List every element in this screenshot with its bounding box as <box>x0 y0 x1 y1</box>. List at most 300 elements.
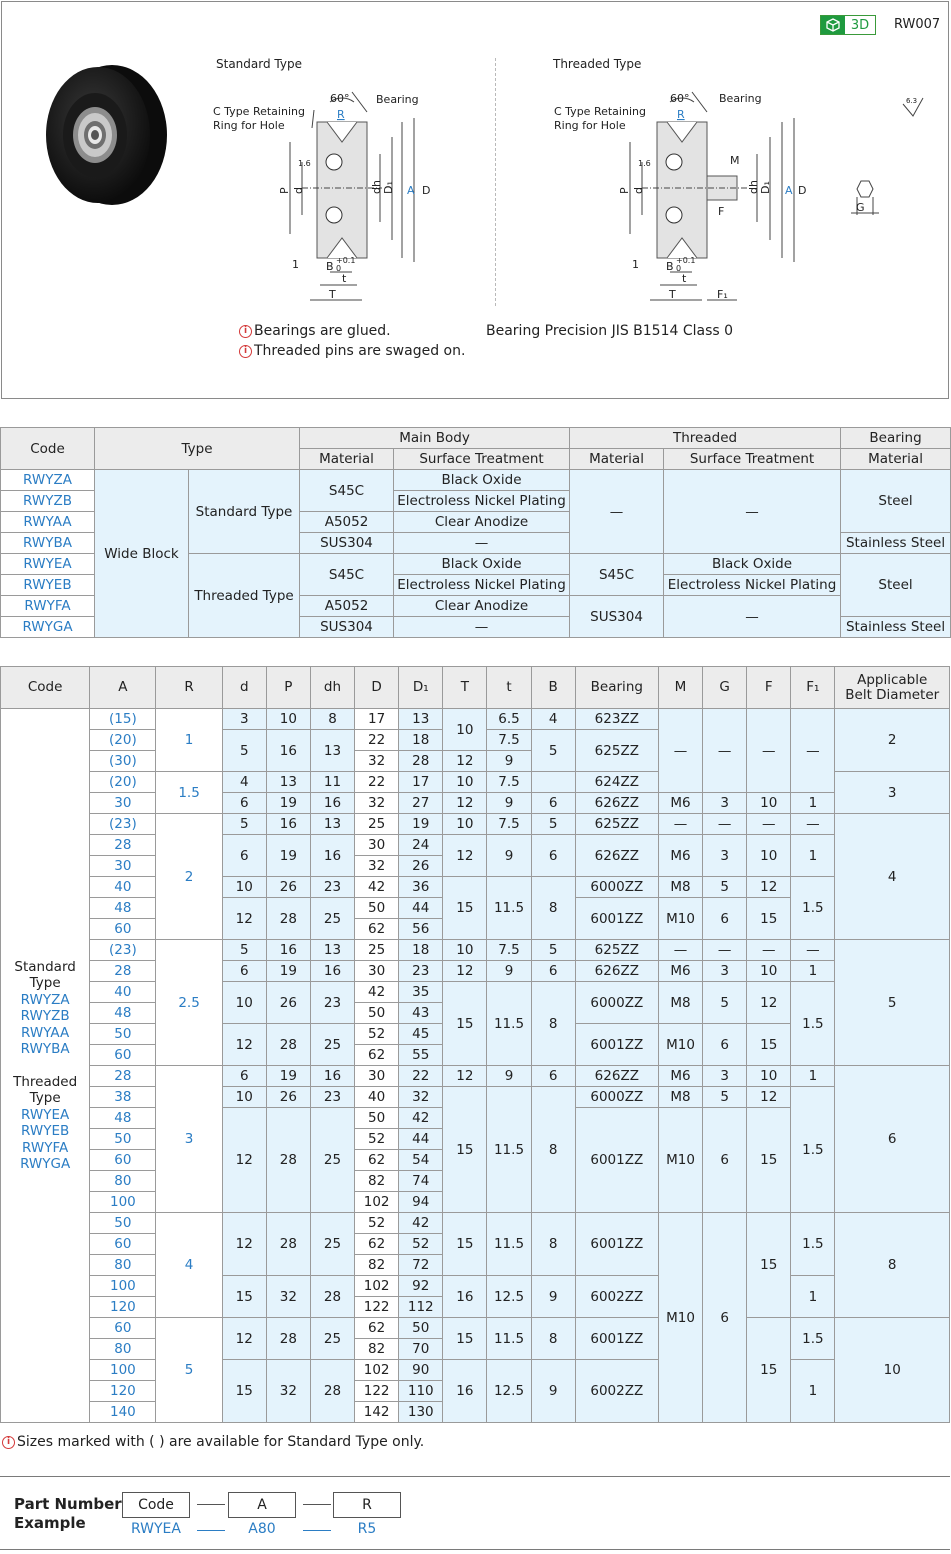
note-swaged: i Threaded pins are swaged on. <box>239 343 465 359</box>
F1-cell: 1.5 <box>791 877 835 940</box>
F-cell: 10 <box>747 793 791 814</box>
A-cell[interactable]: (15) <box>90 709 156 730</box>
T-cell: 10 <box>443 772 487 793</box>
R-cell[interactable]: 3 <box>156 1066 222 1213</box>
D1-cell: 130 <box>399 1402 443 1423</box>
P-cell: 19 <box>266 1066 310 1087</box>
material-cell: S45C <box>570 554 664 596</box>
F1-cell: — <box>791 709 835 793</box>
t-cell: 9 <box>487 961 531 982</box>
pn-example-A[interactable]: A80 <box>248 1521 276 1537</box>
M-cell: M10 <box>658 1213 702 1423</box>
dh-cell: 25 <box>310 1024 354 1066</box>
bearing-cell: 6002ZZ <box>575 1360 658 1423</box>
dh-cell: 23 <box>310 982 354 1024</box>
col-bearing: Bearing <box>575 667 658 709</box>
A-cell[interactable]: 100 <box>90 1276 156 1297</box>
t-cell: 11.5 <box>487 877 531 940</box>
M-cell: M10 <box>658 1024 702 1066</box>
code-link[interactable]: RWYBA <box>20 1041 70 1057</box>
hex-G-label: G <box>856 201 865 214</box>
A-cell[interactable]: 120 <box>90 1297 156 1318</box>
D1-cell: 45 <box>399 1024 443 1045</box>
A-cell[interactable]: 80 <box>90 1255 156 1276</box>
F-cell: 15 <box>747 1213 791 1318</box>
material-cell: S45C <box>300 554 394 596</box>
d-cell: 5 <box>222 730 266 772</box>
D1-cell: 18 <box>399 940 443 961</box>
F1-cell: — <box>791 814 835 835</box>
code-link[interactable]: RWYZA <box>20 991 70 1008</box>
table-row <box>1 1318 950 1339</box>
table-row <box>1 1066 950 1087</box>
thr-M: M <box>730 154 740 167</box>
pn-code-field: Code <box>122 1492 190 1518</box>
thr-d: d <box>632 187 645 194</box>
F1-cell: 1.5 <box>791 1213 835 1276</box>
d-cell: 15 <box>222 1360 266 1423</box>
T-cell: 12 <box>443 961 487 982</box>
table-row <box>1 709 950 730</box>
D1-cell: 32 <box>399 1087 443 1108</box>
belt-cell: 4 <box>835 814 950 940</box>
dh-cell: 13 <box>310 730 354 772</box>
F1-cell: — <box>791 940 835 961</box>
table-row <box>1 1087 950 1108</box>
R-cell[interactable]: 1.5 <box>156 772 222 814</box>
code-link[interactable]: RWYEA <box>21 1106 70 1123</box>
t-cell: 9 <box>487 751 531 772</box>
d-cell: 12 <box>222 1318 266 1360</box>
D-cell: 82 <box>355 1339 399 1360</box>
G-cell: 5 <box>703 877 747 898</box>
pn-example-code[interactable]: RWYEA <box>131 1521 181 1537</box>
dh-cell: 28 <box>310 1276 354 1318</box>
t-cell: 6.5 <box>487 709 531 730</box>
surface-cell: — <box>664 596 841 638</box>
table-row <box>1 961 950 982</box>
belt-cell: 8 <box>835 1213 950 1318</box>
D-cell: 32 <box>355 793 399 814</box>
surface-roughness-icon <box>900 94 926 118</box>
D1-cell: 36 <box>399 877 443 898</box>
t-cell: 9 <box>487 835 531 877</box>
code-link[interactable]: RWYGA <box>20 1156 71 1172</box>
std-ring-label-1: C Type Retaining <box>213 105 305 118</box>
A-cell[interactable]: 48 <box>90 1108 156 1129</box>
t-cell: 9 <box>487 1066 531 1087</box>
col-D: D <box>355 667 399 709</box>
d-cell: 4 <box>222 772 266 793</box>
A-cell[interactable]: 30 <box>90 793 156 814</box>
R-cell[interactable]: 4 <box>156 1213 222 1318</box>
d-cell: 10 <box>222 1087 266 1108</box>
roughness-value: 6.3 <box>906 97 918 105</box>
T-cell: 12 <box>443 1066 487 1087</box>
F-cell: 10 <box>747 961 791 982</box>
R-cell[interactable]: 2 <box>156 814 222 940</box>
A-cell[interactable]: 120 <box>90 1381 156 1402</box>
thr-B: B <box>666 260 674 273</box>
A-cell[interactable]: 60 <box>90 1150 156 1171</box>
P-cell: 19 <box>266 835 310 877</box>
code-link[interactable]: RWYZB <box>20 1008 70 1024</box>
t-cell: 12.5 <box>487 1276 531 1318</box>
F-cell: 15 <box>747 1108 791 1213</box>
col-surface: Surface Treatment <box>394 449 570 470</box>
dh-cell: 16 <box>310 1066 354 1087</box>
R-cell[interactable]: 5 <box>156 1318 222 1423</box>
A-cell[interactable]: 40 <box>90 877 156 898</box>
std-B: B <box>326 260 334 273</box>
A-cell[interactable]: 28 <box>90 835 156 856</box>
t-cell: 11.5 <box>487 1087 531 1213</box>
col-P: P <box>266 667 310 709</box>
material-cell: SUS304 <box>300 533 394 554</box>
A-cell[interactable]: 48 <box>90 898 156 919</box>
D1-cell: 22 <box>399 1066 443 1087</box>
P-cell: 16 <box>266 814 310 835</box>
info-icon: i <box>239 325 252 338</box>
col-material: Material <box>570 449 664 470</box>
thr-T: T <box>669 288 676 301</box>
M-cell: M6 <box>658 1066 702 1087</box>
A-cell[interactable]: 80 <box>90 1339 156 1360</box>
pulley-product-image <box>40 60 170 210</box>
A-cell[interactable]: 60 <box>90 1045 156 1066</box>
surface-cell: — <box>664 470 841 554</box>
cube-icon <box>821 16 845 34</box>
B-cell: 8 <box>531 877 575 940</box>
P-cell: 26 <box>266 982 310 1024</box>
wide-block-cell: Wide Block <box>95 470 189 638</box>
A-cell[interactable]: 50 <box>90 1129 156 1150</box>
D1-cell: 92 <box>399 1276 443 1297</box>
col-d: d <box>222 667 266 709</box>
G-cell: — <box>703 709 747 793</box>
code-link[interactable]: RWYEA <box>1 554 95 575</box>
d-cell: 6 <box>222 835 266 877</box>
G-cell: 3 <box>703 961 747 982</box>
G-cell: 3 <box>703 835 747 877</box>
col-code: Code <box>1 428 95 470</box>
P-cell: 26 <box>266 1087 310 1108</box>
threaded-type-cell: Threaded Type <box>189 554 300 638</box>
d-cell: 12 <box>222 898 266 940</box>
material-table <box>0 427 951 638</box>
D-cell: 25 <box>355 940 399 961</box>
D-cell: 25 <box>355 814 399 835</box>
col-F1: F₁ <box>791 667 835 709</box>
P-cell: 16 <box>266 730 310 772</box>
P-cell: 13 <box>266 772 310 793</box>
D-cell: 22 <box>355 772 399 793</box>
bearing-material-cell: Stainless Steel <box>841 617 951 638</box>
dh-cell: 13 <box>310 940 354 961</box>
D-cell: 50 <box>355 1003 399 1024</box>
material-cell: — <box>570 470 664 554</box>
t-cell: 11.5 <box>487 1213 531 1276</box>
D-cell: 32 <box>355 751 399 772</box>
A-cell[interactable]: 100 <box>90 1192 156 1213</box>
T-cell: 16 <box>443 1360 487 1423</box>
code-link[interactable]: RWYAA <box>21 1024 70 1041</box>
code-link[interactable]: RWYZA <box>1 470 95 491</box>
F1-cell: 1 <box>791 835 835 877</box>
code-link[interactable]: RWYGA <box>1 617 95 638</box>
A-cell[interactable]: 60 <box>90 919 156 940</box>
std-tol-up: +0.1 <box>336 256 356 265</box>
t-cell: 11.5 <box>487 982 531 1066</box>
A-cell[interactable]: (20) <box>90 730 156 751</box>
G-cell: 6 <box>703 1108 747 1213</box>
t-cell: 12.5 <box>487 1360 531 1423</box>
t-cell: 11.5 <box>487 1318 531 1360</box>
thr-bearing-label: Bearing <box>719 92 762 105</box>
surface-cell: Black Oxide <box>664 554 841 575</box>
pn-example-separator <box>197 1530 225 1531</box>
M-cell: M6 <box>658 793 702 814</box>
note-glued: i Bearings are glued. <box>239 323 391 339</box>
table-row <box>1 814 950 835</box>
B-cell: 5 <box>531 814 575 835</box>
D-cell: 32 <box>355 856 399 877</box>
hex-socket-icon <box>847 177 887 222</box>
bearing-cell: 625ZZ <box>575 940 658 961</box>
A-cell[interactable]: 40 <box>90 982 156 1003</box>
pn-R-field: R <box>333 1492 401 1518</box>
F1-cell: 1 <box>791 1360 835 1423</box>
D-cell: 52 <box>355 1024 399 1045</box>
code-link[interactable]: RWYFA <box>22 1139 69 1156</box>
t-cell: 7.5 <box>487 772 531 793</box>
A-cell[interactable]: 140 <box>90 1402 156 1423</box>
D1-cell: 56 <box>399 919 443 940</box>
dh-cell: 25 <box>310 1318 354 1360</box>
col-F: F <box>747 667 791 709</box>
bearing-material-cell: Steel <box>841 470 951 533</box>
R-cell[interactable]: 2.5 <box>156 940 222 1066</box>
A-cell[interactable]: (30) <box>90 751 156 772</box>
threaded-type-drawing <box>542 82 807 307</box>
D1-cell: 35 <box>399 982 443 1003</box>
d-cell: 3 <box>222 709 266 730</box>
A-cell[interactable]: 30 <box>90 856 156 877</box>
D1-cell: 110 <box>399 1381 443 1402</box>
M-cell: — <box>658 814 702 835</box>
A-cell[interactable]: (23) <box>90 814 156 835</box>
thr-one: 1 <box>632 258 639 271</box>
B-cell: 9 <box>531 1276 575 1318</box>
t-cell: 9 <box>487 793 531 814</box>
thr-dh: dh <box>747 180 760 194</box>
belt-cell: 6 <box>835 1066 950 1213</box>
table-row <box>1 982 950 1003</box>
A-cell[interactable]: 50 <box>90 1213 156 1234</box>
D1-cell: 50 <box>399 1318 443 1339</box>
std-angle: 60° <box>330 92 350 105</box>
P-cell: 32 <box>266 1276 310 1318</box>
3d-model-button[interactable] <box>820 15 876 35</box>
diagram-divider <box>495 58 496 306</box>
std-T: T <box>329 288 336 301</box>
D-cell: 42 <box>355 877 399 898</box>
bearing-cell: 623ZZ <box>575 709 658 730</box>
D1-cell: 70 <box>399 1339 443 1360</box>
bearing-cell: 6001ZZ <box>575 1024 658 1066</box>
M-cell: M10 <box>658 1108 702 1213</box>
pn-separator <box>197 1504 225 1505</box>
code-link[interactable]: RWYEB <box>21 1123 70 1139</box>
bearing-material-cell: Steel <box>841 554 951 617</box>
std-one: 1 <box>292 258 299 271</box>
dh-cell: 23 <box>310 877 354 898</box>
P-cell: 28 <box>266 898 310 940</box>
d-cell: 10 <box>222 982 266 1024</box>
part-number-example <box>0 1476 950 1550</box>
F1-cell: 1 <box>791 1066 835 1087</box>
dh-cell: 25 <box>310 898 354 940</box>
dh-cell: 23 <box>310 1087 354 1108</box>
col-G: G <box>703 667 747 709</box>
surface-cell: Clear Anodize <box>394 596 570 617</box>
table-row <box>1 877 950 898</box>
standard-only-note: i Sizes marked with ( ) are available for Standard Type only. <box>2 1434 424 1450</box>
G-cell: — <box>703 940 747 961</box>
M-cell: — <box>658 940 702 961</box>
A-cell[interactable]: 28 <box>90 961 156 982</box>
A-cell[interactable]: 60 <box>90 1318 156 1339</box>
bearing-cell: 626ZZ <box>575 835 658 877</box>
standard-type-cell: Standard Type <box>189 470 300 554</box>
T-cell: 10 <box>443 709 487 751</box>
F-cell: 10 <box>747 1066 791 1087</box>
thr-D1: D₁ <box>759 181 772 194</box>
thr-tol-lo: 0 <box>676 264 682 273</box>
col-T: T <box>443 667 487 709</box>
bearing-cell: 6000ZZ <box>575 982 658 1024</box>
B-cell: 9 <box>531 1360 575 1423</box>
A-cell[interactable]: 38 <box>90 1087 156 1108</box>
table-row <box>1 835 950 856</box>
D-cell: 102 <box>355 1276 399 1297</box>
R-cell[interactable]: 1 <box>156 709 222 772</box>
F-cell: 10 <box>747 835 791 877</box>
std-tol-lo: 0 <box>336 264 342 273</box>
D1-cell: 26 <box>399 856 443 877</box>
D-cell: 17 <box>355 709 399 730</box>
T-cell: 15 <box>443 1087 487 1213</box>
bearing-cell: 6001ZZ <box>575 1318 658 1360</box>
t-cell: 7.5 <box>487 814 531 835</box>
D-cell: 62 <box>355 1234 399 1255</box>
F1-cell: 1.5 <box>791 982 835 1066</box>
D-cell: 30 <box>355 961 399 982</box>
B-cell: 6 <box>531 961 575 982</box>
F1-cell: 1 <box>791 793 835 814</box>
T-cell: 15 <box>443 1318 487 1360</box>
A-cell[interactable]: 100 <box>90 1360 156 1381</box>
dimension-table <box>0 666 950 1423</box>
d-cell: 5 <box>222 940 266 961</box>
A-cell[interactable]: 50 <box>90 1024 156 1045</box>
P-cell: 32 <box>266 1360 310 1423</box>
B-cell: 6 <box>531 1066 575 1087</box>
A-cell[interactable]: 28 <box>90 1066 156 1087</box>
P-cell: 19 <box>266 961 310 982</box>
bearing-cell: 6001ZZ <box>575 898 658 940</box>
table-row <box>1 1360 950 1381</box>
dh-cell: 28 <box>310 1360 354 1423</box>
D-cell: 52 <box>355 1129 399 1150</box>
pn-example-separator <box>303 1530 331 1531</box>
D1-cell: 72 <box>399 1255 443 1276</box>
T-cell: 15 <box>443 877 487 940</box>
bearing-cell: 6001ZZ <box>575 1213 658 1276</box>
pn-example-R[interactable]: R5 <box>357 1521 377 1537</box>
code-link[interactable]: RWYZB <box>1 491 95 512</box>
F-cell: — <box>747 940 791 961</box>
A-cell[interactable]: 48 <box>90 1003 156 1024</box>
col-bearing: Bearing <box>841 428 951 449</box>
bearing-cell: 626ZZ <box>575 1066 658 1087</box>
surface-cell: — <box>394 617 570 638</box>
B-cell: 4 <box>531 709 575 730</box>
A-cell[interactable]: (20) <box>90 772 156 793</box>
F-cell: 15 <box>747 1318 791 1423</box>
M-cell: — <box>658 709 702 793</box>
dh-cell: 25 <box>310 1108 354 1213</box>
bearing-cell: 6002ZZ <box>575 1276 658 1318</box>
col-A: A <box>90 667 156 709</box>
D1-cell: 27 <box>399 793 443 814</box>
G-cell: — <box>703 814 747 835</box>
bearing-cell: 625ZZ <box>575 730 658 772</box>
A-cell[interactable]: 80 <box>90 1171 156 1192</box>
D1-cell: 52 <box>399 1234 443 1255</box>
M-cell: M8 <box>658 1087 702 1108</box>
D-cell: 122 <box>355 1297 399 1318</box>
F-cell: 12 <box>747 1087 791 1108</box>
D1-cell: 90 <box>399 1360 443 1381</box>
B-cell: 8 <box>531 982 575 1066</box>
A-cell[interactable]: (23) <box>90 940 156 961</box>
D-cell: 62 <box>355 1150 399 1171</box>
dh-cell: 8 <box>310 709 354 730</box>
col-D1: D₁ <box>399 667 443 709</box>
code-link[interactable]: RWYEB <box>1 575 95 596</box>
P-cell: 16 <box>266 940 310 961</box>
P-cell: 26 <box>266 877 310 898</box>
col-belt-diameter: Applicable Belt Diameter <box>835 667 950 709</box>
product-overview-panel <box>1 1 949 399</box>
pn-separator <box>303 1504 331 1505</box>
code-link[interactable]: RWYAA <box>1 512 95 533</box>
M-cell: M8 <box>658 877 702 898</box>
G-cell: 3 <box>703 793 747 814</box>
code-link[interactable]: RWYFA <box>1 596 95 617</box>
material-cell: A5052 <box>300 596 394 617</box>
surface-cell: Electroless Nickel Plating <box>394 575 570 596</box>
D1-cell: 18 <box>399 730 443 751</box>
code-link[interactable]: RWYBA <box>1 533 95 554</box>
P-cell: 28 <box>266 1108 310 1213</box>
B-cell <box>531 772 575 793</box>
A-cell[interactable]: 60 <box>90 1234 156 1255</box>
std-surface: 1.6 <box>298 159 311 168</box>
material-cell: S45C <box>300 470 394 512</box>
F-cell: 12 <box>747 877 791 898</box>
